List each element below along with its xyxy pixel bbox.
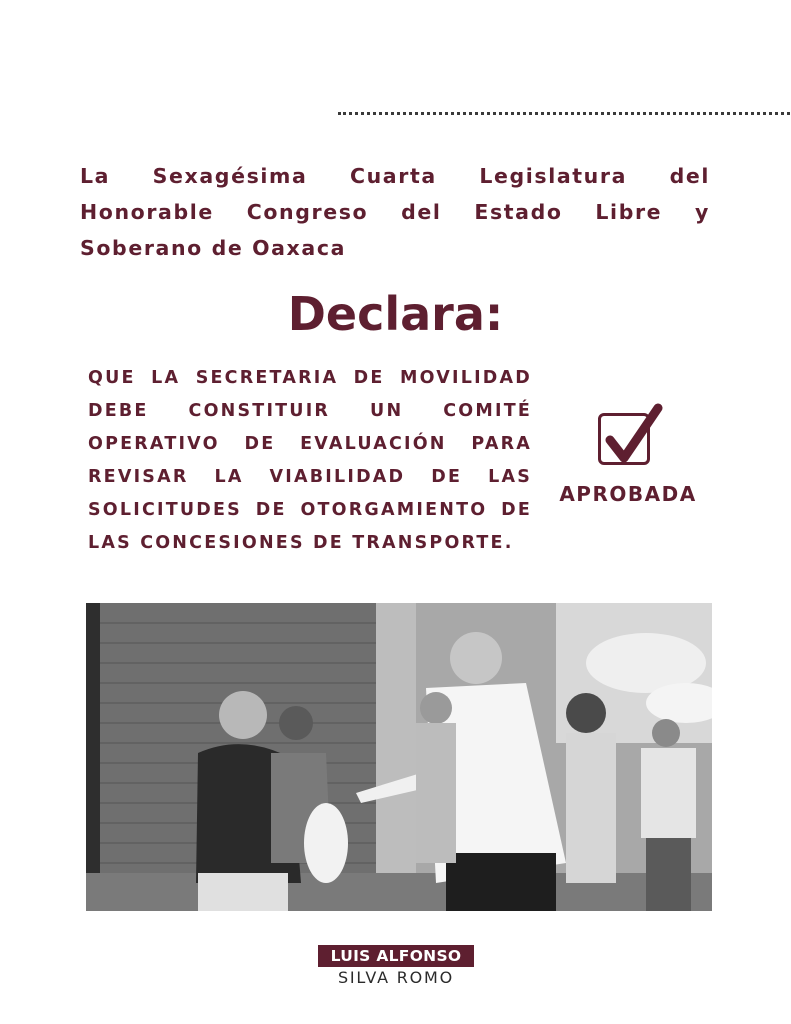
- campaign-photo: [86, 603, 712, 911]
- status-approved-label: APROBADA: [559, 482, 697, 506]
- legislature-intro: La Sexagésima Cuarta Legislatura del Honorable Congreso del Estado Libre y Soberano de Oaxaca: [80, 164, 710, 260]
- dotted-divider: [338, 112, 790, 115]
- logo-line-1: LUIS ALFONSO: [318, 945, 474, 967]
- page-title: Declara:: [287, 287, 504, 341]
- brand-logo: [318, 945, 474, 989]
- checkmark-icon: [596, 400, 668, 472]
- logo-line-2: SILVA ROMO: [337, 968, 455, 987]
- declaration-text: QUE LA SECRETARIA DE MOVILIDAD DEBE CONSTITUIR UN COMITÉ OPERATIVO DE EVALUACIÓN PARA REVISAR LA VIABILIDAD DE LAS SOLICITUDES DE OTORGAMIENTO DE LAS CONCESIONES DE TRANSPORTE.: [88, 368, 532, 553]
